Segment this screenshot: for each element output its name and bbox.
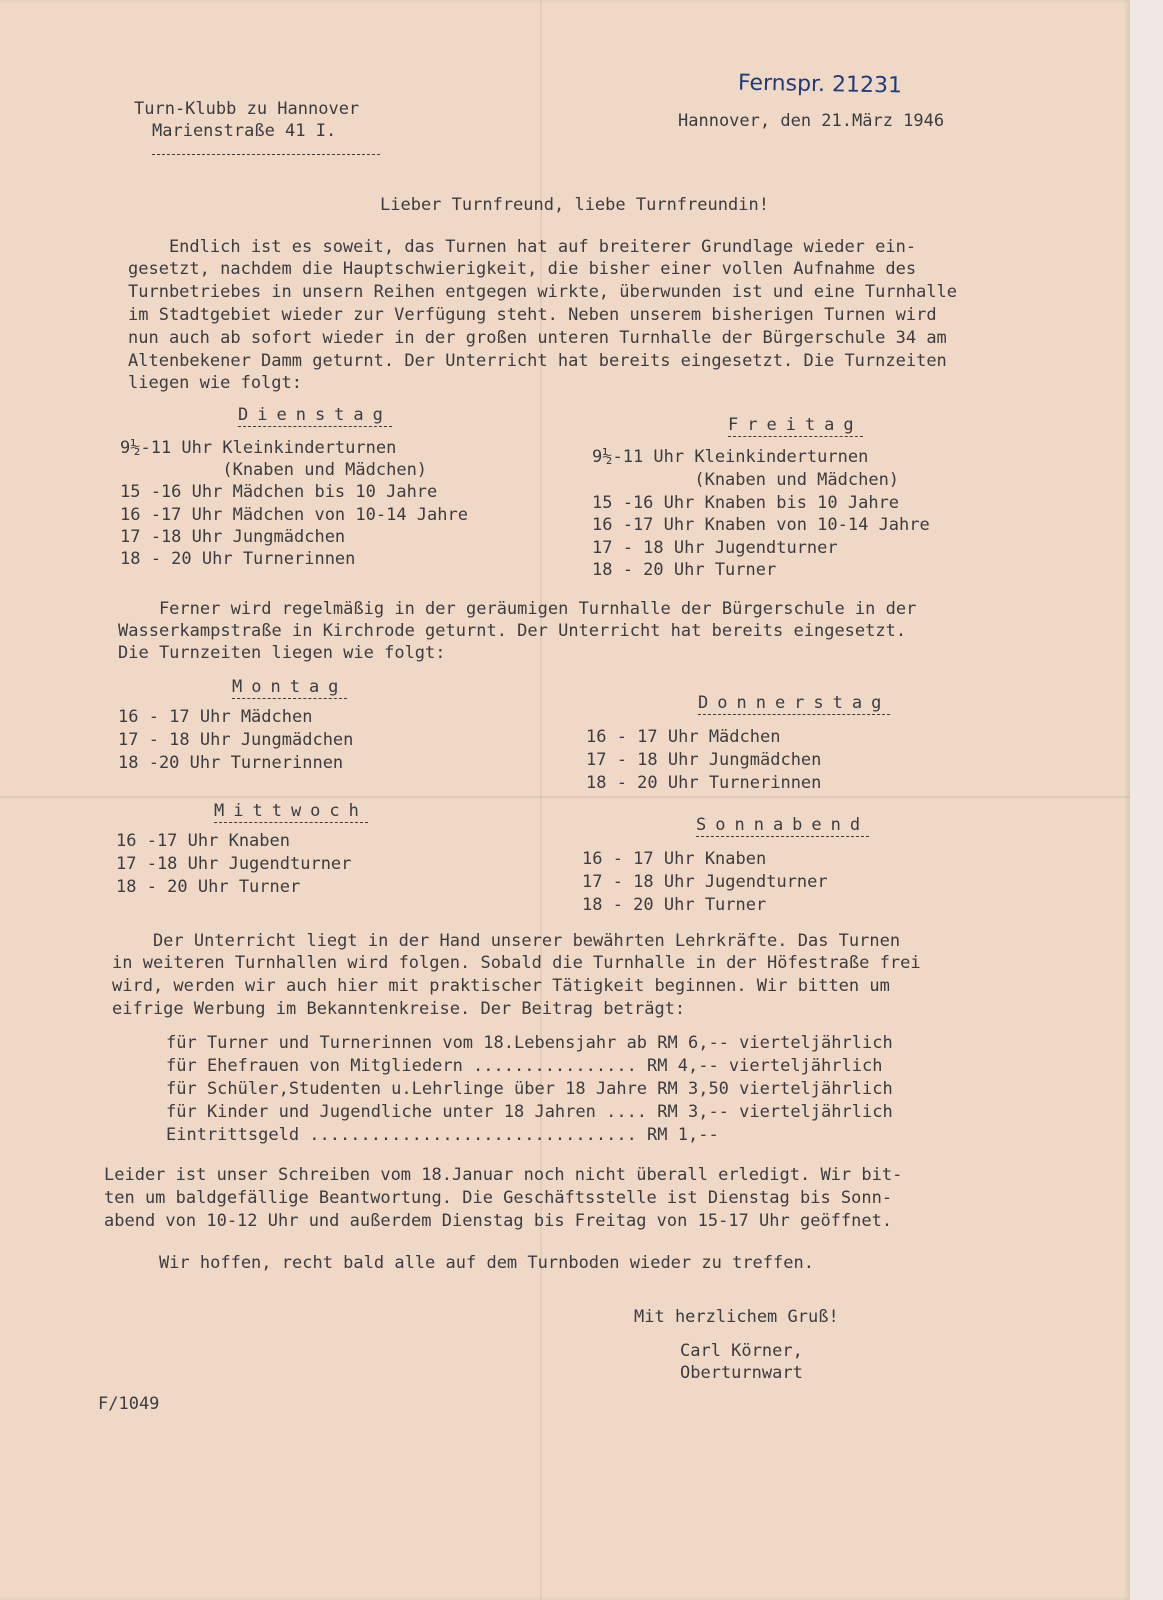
day-heading-mittwoch: Mittwoch [214,801,368,821]
schedule-line: 15 -16 Uhr Knaben bis 10 Jahre [592,493,900,513]
paragraph-line: Der Unterricht liegt in der Hand unserer bewährten Lehrkräfte. Das Turnen [112,931,901,951]
schedule-line: 17 - 18 Uhr Jungmädchen [586,750,822,770]
paragraph-line: liegen wie folgt: [128,373,302,393]
schedule-line: 16 - 17 Uhr Mädchen [586,727,781,747]
paragraph-line: wird, werden wir auch hier mit praktischer Tätigkeit beginnen. Wir bitten um [112,976,890,996]
fee-line: für Schüler,Studenten u.Lehrlinge über 18 Jahre RM 3,50 vierteljährlich [166,1079,893,1099]
schedule-line: 16 - 17 Uhr Mädchen [118,707,313,727]
club-name: Turn-Klubb zu Hannover [134,99,360,119]
day-heading-freitag: Freitag [728,415,863,435]
club-address: Marienstraße 41 I. [152,120,380,155]
signer-title: Oberturnwart [680,1363,803,1383]
fee-line: für Kinder und Jugendliche unter 18 Jahren .... RM 3,-- vierteljährlich [166,1102,893,1122]
schedule-line: 17 - 18 Uhr Jungmädchen [118,730,354,750]
schedule-line: 17 -18 Uhr Jungmädchen [120,527,346,547]
schedule-line: 16 - 17 Uhr Knaben [582,849,767,869]
schedule-line: 18 - 20 Uhr Turner [582,895,767,915]
closing-line: Wir hoffen, recht bald alle auf dem Turnboden wieder zu treffen. [118,1253,814,1273]
paragraph-line: gesetzt, nachdem die Hauptschwierigkeit, die bisher einer vollen Aufnahme des [128,259,917,279]
schedule-line: 18 - 20 Uhr Turnerinnen [120,549,356,569]
phone-stamp: Fernspr. 21231 [737,70,903,99]
paragraph-line: Die Turnzeiten liegen wie folgt: [118,643,446,663]
schedule-line: (Knaben und Mädchen) [592,470,900,490]
paragraph-line: Wasserkampstraße in Kirchrode geturnt. Der Unterricht hat bereits eingesetzt. [118,621,907,641]
fee-line: für Turner und Turnerinnen vom 18.Lebensjahr ab RM 6,-- vierteljährlich [166,1033,893,1053]
signer-name: Carl Körner, [680,1341,803,1361]
fee-line: für Ehefrauen von Mitgliedern ................ RM 4,-- vierteljährlich [166,1056,883,1076]
day-heading-sonnabend: Sonnabend [696,815,870,835]
fee-line: Eintrittsgeld ................................ RM 1,-- [166,1125,719,1145]
paragraph-line: eifrige Werbung im Bekanntenkreise. Der Beitrag beträgt: [112,999,686,1019]
schedule-line: 17 - 18 Uhr Jugendturner [592,538,838,558]
paragraph-line: Endlich ist es soweit, das Turnen hat auf breiterer Grundlage wieder ein- [128,237,917,257]
day-heading-dienstag: Dienstag [238,405,392,425]
schedule-line: 18 -20 Uhr Turnerinnen [118,753,344,773]
schedule-line: 17 -18 Uhr Jugendturner [116,854,352,874]
paragraph-line: ten um baldgefällige Beantwortung. Die Geschäftsstelle ist Dienstag bis Sonn- [104,1188,893,1208]
greeting: Mit herzlichem Gruß! [634,1307,839,1327]
schedule-line: 18 - 20 Uhr Turner [592,560,777,580]
paragraph-line: Ferner wird regelmäßig in der geräumigen Turnhalle der Bürgerschule in der [118,599,917,619]
day-heading-montag: Montag [232,677,348,697]
schedule-line: (Knaben und Mädchen) [120,460,428,480]
schedule-line: 9½-11 Uhr Kleinkinderturnen [592,447,869,467]
schedule-line: 18 - 20 Uhr Turnerinnen [586,773,822,793]
schedule-line: 17 - 18 Uhr Jugendturner [582,872,828,892]
schedule-line: 15 -16 Uhr Mädchen bis 10 Jahre [120,482,438,502]
paragraph-line: Leider ist unser Schreiben vom 18.Januar noch nicht überall erledigt. Wir bit- [104,1165,903,1185]
paragraph-line: Turnbetriebes in unsern Reihen entgegen wirkte, überwunden ist und eine Turnhalle [128,282,958,302]
schedule-line: 16 -17 Uhr Knaben [116,831,290,851]
reference-number: F/1049 [98,1394,160,1414]
paragraph-line: Altenbekener Damm geturnt. Der Unterricht hat bereits eingesetzt. Die Turnzeiten [128,351,947,371]
paragraph-line: im Stadtgebiet wieder zur Verfügung steht. Neben unserem bisherigen Turnen wird [128,305,937,325]
salutation: Lieber Turnfreund, liebe Turnfreundin! [380,195,769,215]
schedule-line: 16 -17 Uhr Knaben von 10-14 Jahre [592,515,930,535]
schedule-line: 9½-11 Uhr Kleinkinderturnen [120,438,397,458]
paragraph-line: nun auch ab sofort wieder in der großen unteren Turnhalle der Bürgerschule 34 am [128,328,947,348]
paragraph-line: abend von 10-12 Uhr und außerdem Dienstag bis Freitag von 15-17 Uhr geöffnet. [104,1211,893,1231]
schedule-line: 16 -17 Uhr Mädchen von 10-14 Jahre [120,505,468,525]
place-date: Hannover, den 21.März 1946 [678,111,945,131]
day-heading-donnerstag: Donnerstag [698,693,891,713]
fold-line-horizontal [0,796,1130,798]
schedule-line: 18 - 20 Uhr Turner [116,877,301,897]
paragraph-line: in weiteren Turnhallen wird folgen. Sobald die Turnhalle in der Höfestraße frei [112,953,921,973]
